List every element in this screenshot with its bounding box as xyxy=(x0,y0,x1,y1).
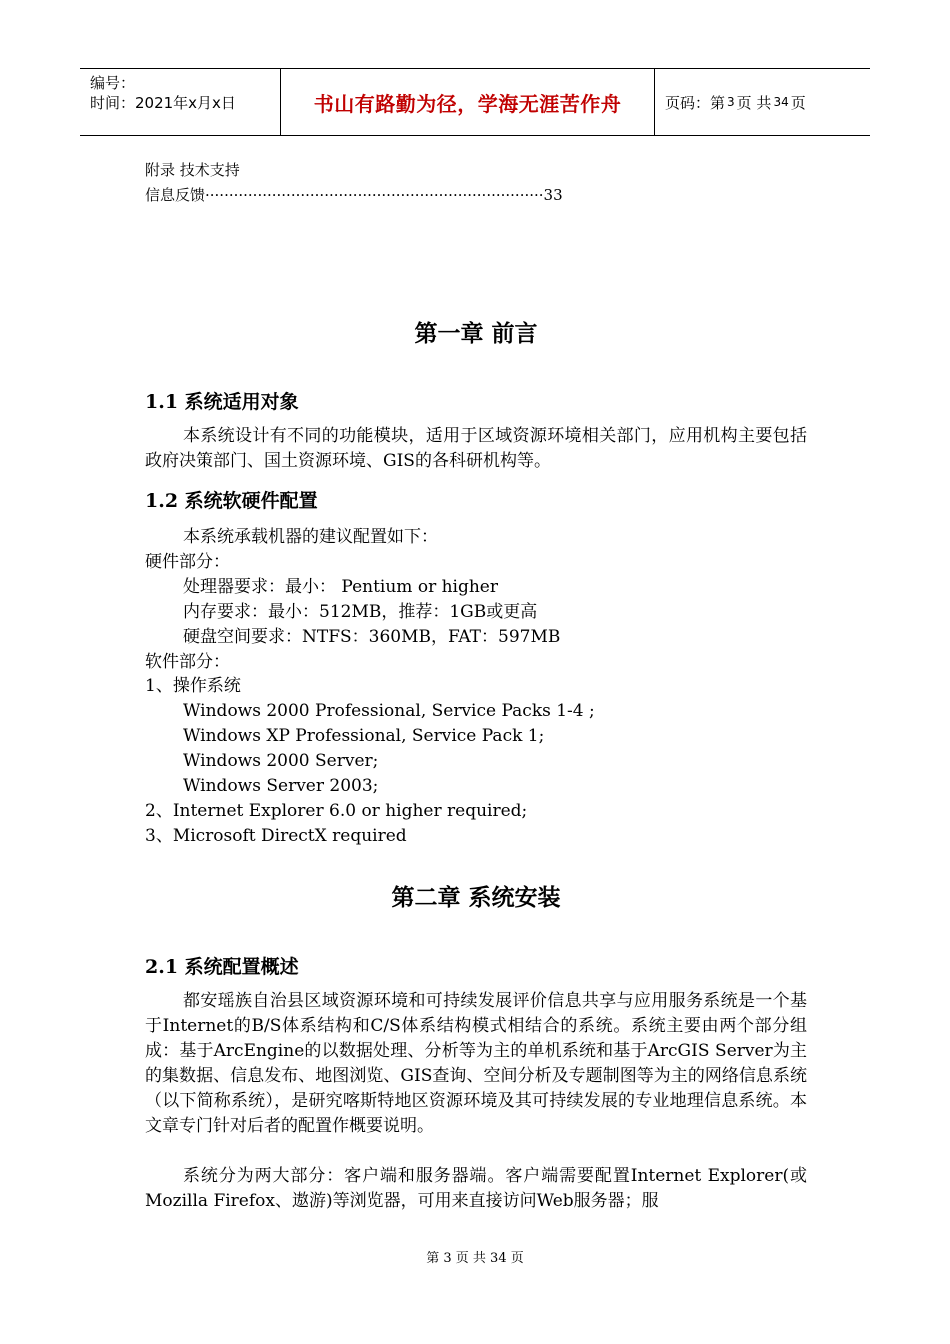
config-line-intro: 本系统承载机器的建议配置如下： xyxy=(183,527,438,547)
config-line-ie: 2、Internet Explorer 6.0 or higher required; xyxy=(145,801,528,821)
section-2-1-paragraph-2: 系统分为两大部分：客户端和服务器端。客户端需要配置Internet Explorer(或Mozilla Firefox、遨游)等浏览器，可用来直接访问Web服务器；服 xyxy=(145,1166,807,1211)
page-prefix: 页码：第 xyxy=(665,93,726,112)
config-line-software: 软件部分： xyxy=(145,652,230,672)
config-line-hardware: 硬件部分： xyxy=(145,552,230,572)
config-line-cpu: 处理器要求：最小： Pentium or higher xyxy=(183,577,498,597)
time-label: 时间：2021年x月x日 xyxy=(90,94,236,112)
config-line-win2000pro: Windows 2000 Professional, Service Packs 1-4 ; xyxy=(183,701,595,721)
toc-feedback: 信息反馈·······································································33 xyxy=(145,186,563,204)
config-line-directx: 3、Microsoft DirectX required xyxy=(145,826,407,846)
config-line-disk: 硬盘空间要求：NTFS：360MB，FAT：597MB xyxy=(183,627,561,647)
header-info-cell xyxy=(80,69,281,135)
config-line-win2003: Windows Server 2003; xyxy=(183,776,379,796)
header-page-info xyxy=(655,69,870,135)
header-motto: 书山有路勤为径，学海无涯苦作舟 xyxy=(281,69,655,135)
toc-appendix: 附录 技术支持 xyxy=(145,161,240,179)
section-2-1-title: 2.1 系统配置概述 xyxy=(145,956,299,978)
section-1-1-paragraph: 本系统设计有不同的功能模块，适用于区域资源环境相关部门，应用机构主要包括政府决策部门、国土资源环境、GIS的各科研机构等。 xyxy=(145,426,807,471)
page-footer: 第 3 页 共 34 页 xyxy=(426,1251,524,1266)
section-1-1-title: 1.1 系统适用对象 xyxy=(145,391,299,413)
config-line-winxp: Windows XP Professional, Service Pack 1; xyxy=(183,726,545,746)
section-2-1-paragraph-1: 都安瑶族自治县区域资源环境和可持续发展评价信息共享与应用服务系统是一个基于Internet的B/S体系结构和C/S体系结构模式相结合的系统。系统主要由两个部分组成：基于ArcEngine的以数据处理、分析等为主的单机系统和基于ArcGIS Server为主的集数据、信息发布、地图浏览、GIS查询、空间分析及专题制图等为主的网络信息系统（以下简称系统），是研究喀斯特地区资源环境及其可持续发展的专业地理信息系统。本文章专门针对后者的配置作概要说明。 xyxy=(145,991,807,1136)
chapter-1-title: 第一章 前言 xyxy=(414,321,538,347)
code-label: 编号： xyxy=(90,74,136,92)
page-number: 3 xyxy=(727,95,735,109)
config-line-os: 1、操作系统 xyxy=(145,676,241,696)
config-line-win2000server: Windows 2000 Server; xyxy=(183,751,379,771)
config-line-memory: 内存要求：最小：512MB，推荐：1GB或更高 xyxy=(183,602,538,622)
section-1-2-title: 1.2 系统软硬件配置 xyxy=(145,490,318,512)
chapter-2-title: 第二章 系统安装 xyxy=(391,885,561,911)
page-suffix: 页 xyxy=(790,93,806,112)
page-total: 34 xyxy=(773,95,789,109)
page-mid: 页 共 xyxy=(736,93,772,112)
page-header xyxy=(80,68,870,136)
